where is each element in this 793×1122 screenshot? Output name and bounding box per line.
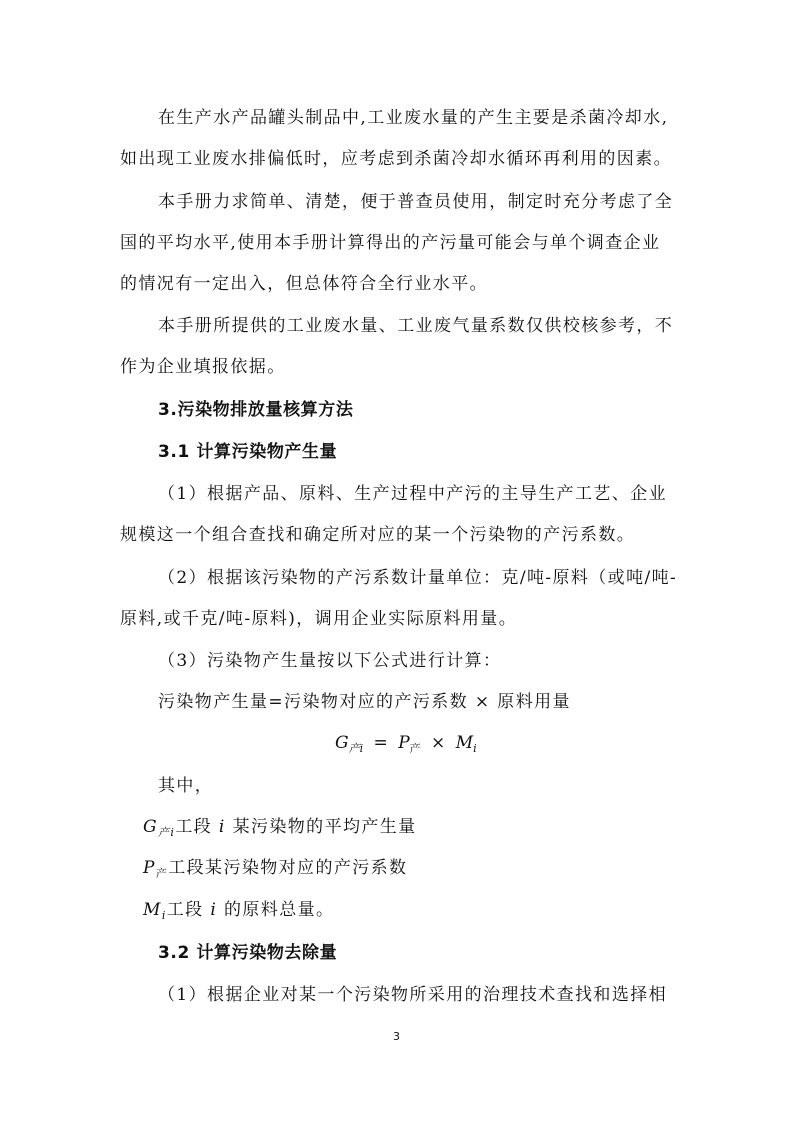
formula-times: ×: [431, 733, 446, 753]
step-line: （1）根据企业对某一个污染物所采用的治理技术查找和选择相: [158, 985, 668, 1005]
step-line: 原料,或千克/吨-原料)，调用企业实际原料用量。: [120, 609, 518, 629]
page-number: 3: [393, 1030, 400, 1043]
formula-g-sub: 产i: [348, 742, 364, 755]
formula-m-sub: i: [473, 742, 477, 755]
def-text: 工段某污染物对应的产污系数: [168, 858, 408, 878]
def-m-symbol: M: [143, 900, 162, 920]
def-g-symbol: G: [143, 817, 158, 837]
definition-line: [143, 856, 407, 886]
formula-p: P: [398, 733, 410, 753]
def-i: i: [218, 817, 226, 837]
paragraph-line: 在生产水产品罐头制品中,工业废水量的产生主要是杀菌冷却水,: [158, 108, 669, 128]
step-line: （3）污染物产生量按以下公式进行计算：: [158, 651, 502, 671]
subsection-heading: 3.2 计算污染物去除量: [158, 943, 338, 963]
definition-line: [143, 898, 334, 928]
def-g-sub: 产i: [157, 826, 176, 839]
formula-text: 污染物产生量=污染物对应的产污系数 × 原料用量: [158, 692, 571, 712]
paragraph-line: 的情况有一定出入，但总体符合全行业水平。: [120, 274, 488, 294]
paragraph-line: 本手册所提供的工业废水量、工业废气量系数仅供校核参考，不: [158, 316, 674, 336]
formula-g: G: [335, 733, 349, 753]
formula-equals: =: [373, 733, 388, 753]
def-text: 工段: [166, 900, 211, 920]
definition-line: [143, 815, 417, 845]
paragraph-line: 如出现工业废水排偏低时，应考虑到杀菌冷却水循环再利用的因素。: [120, 149, 672, 169]
where-label: 其中，: [158, 776, 214, 796]
formula-m: M: [455, 733, 474, 753]
subsection-heading: 3.1 计算污染物产生量: [158, 442, 338, 462]
def-text: 工段: [175, 817, 219, 837]
step-line: （1）根据产品、原料、生产过程中产污的主导生产工艺、企业: [158, 484, 668, 504]
def-text: 某污染物的平均产生量: [225, 817, 417, 837]
def-p-sub: 产: [155, 867, 169, 880]
def-text: 的原料总量。: [217, 900, 335, 920]
step-line: （2）根据该污染物的产污系数计量单位：克/吨-原料（或吨/吨-: [158, 568, 678, 588]
section-heading: 3.污染物排放量核算方法: [158, 400, 354, 420]
def-p-symbol: P: [143, 858, 156, 878]
step-line: 规模这一个组合查找和确定所对应的某一个污染物的产污系数。: [120, 525, 636, 545]
formula-p-sub: 产: [409, 742, 421, 755]
paragraph-line: 国的平均水平,使用本手册计算得出的产污量可能会与单个调查企业: [120, 233, 661, 253]
formula: [335, 731, 477, 761]
def-i: i: [210, 900, 218, 920]
def-m-sub: i: [161, 909, 167, 922]
paragraph-line: 作为企业填报依据。: [120, 357, 286, 377]
paragraph-line: 本手册力求简单、清楚，便于普查员使用，制定时充分考虑了全: [158, 192, 674, 212]
